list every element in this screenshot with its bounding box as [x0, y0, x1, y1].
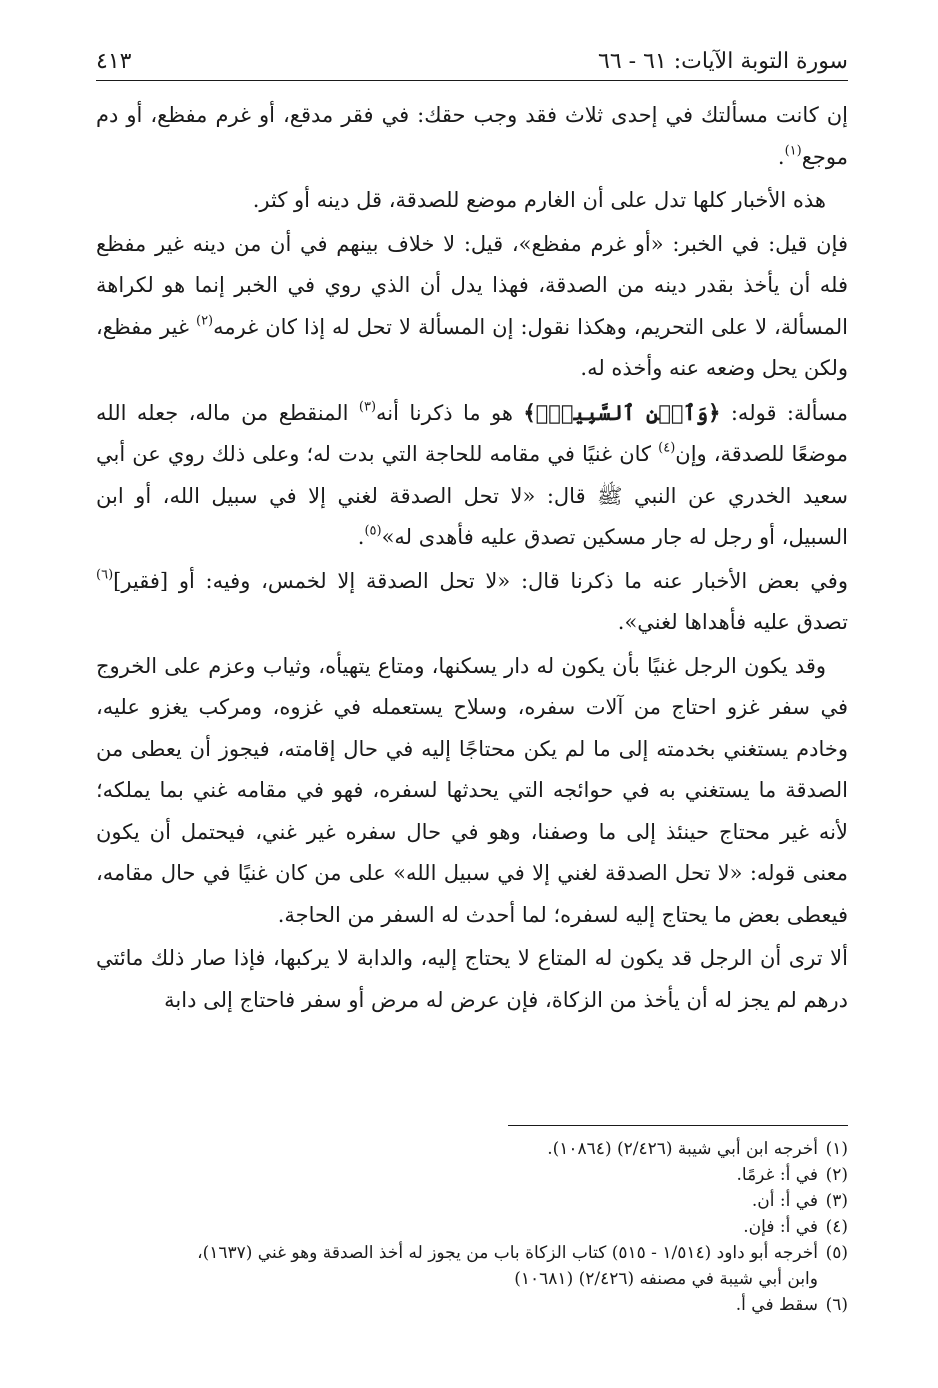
book-page	[96, 49, 849, 1315]
footnote-ref-2: (٢)	[195, 312, 214, 328]
footnote-text: في أ: أن.	[751, 1191, 818, 1211]
footnote-ref-1: (١)	[784, 142, 802, 158]
footnote-5-continuation: وابن أبي شيبة في مصنفه (٢/٤٢٦) (١٠٦٨١)	[514, 1269, 818, 1289]
text-run: مسألة: قوله:	[720, 400, 849, 425]
footnotes-section	[96, 1125, 848, 1318]
footnote-ref-3: (٣)	[358, 398, 377, 414]
footnote-text: أخرجه أبو داود (١/٥١٤ - ٥١٥) كتاب الزكاة باب من يجوز له أخذ الصدقة وهو غني (١٦٣٧)،	[197, 1243, 818, 1263]
paragraph-2: هذه الأخبار كلها تدل على أن الغارم موضع للصدقة، قل دينه أو كثر.	[252, 188, 826, 213]
footnote-text: أخرجه ابن أبي شيبة (٢/٤٢٦) (١٠٨٦٤).	[547, 1139, 818, 1159]
footnote-text: سقط في أ.	[735, 1295, 818, 1315]
footnote-divider	[508, 1125, 848, 1126]
footnote-text: في أ: فإن.	[743, 1217, 818, 1237]
text-run: .	[357, 525, 365, 550]
footnote-number: (١)	[825, 1139, 848, 1159]
footnote-number: (٥)	[825, 1243, 848, 1263]
paragraph-1	[96, 95, 848, 178]
footnote-number: (٣)	[825, 1191, 848, 1211]
footnote-5	[96, 1240, 848, 1266]
text-run: غير مفظع، ولكن يحل وضعه عنه وأخذه له.	[96, 314, 848, 381]
text-run: إن كانت مسألتك في إحدى ثلاث فقد وجب حقك: في فقر مدقع، أو غرم مفظع، أو دم موجع	[96, 103, 848, 169]
quran-verse: ﴿وَٱبۡنِ ٱلسَّبِيلِۖ﴾	[523, 399, 721, 425]
footnote-ref-5: (٥)	[364, 523, 382, 539]
text-run: وفي بعض الأخبار عنه ما ذكرنا قال: «لا تحل الصدقة إلا لخمس، وفيه: أو [فقير]	[113, 568, 848, 593]
text-run: المنقطع من ماله، جعله الله موضعًا للصدقة، وإن	[96, 400, 848, 467]
footnote-2	[96, 1162, 848, 1188]
main-text	[96, 95, 848, 1021]
text-run: كان غنيًا في مقامه للحاجة التي بدت له؛ وعلى ذلك روي عن أبي سعيد الخدري عن النبي ﷺ قال: «لا تحل الصدقة لغني إلا في سبيل الله، أو ابن السبيل، أو رجل له جار مسكين تصدق عليه فأهدى له»	[96, 442, 848, 550]
footnote-3	[96, 1188, 848, 1214]
footnote-1	[96, 1136, 848, 1162]
footnote-text: في أ: غرمًا.	[736, 1165, 818, 1185]
page-number: ٤١٣	[96, 49, 132, 74]
running-header	[96, 50, 848, 81]
paragraph-5	[96, 561, 848, 644]
paragraph-6: وقد يكون الرجل غنيًا بأن يكون له دار يسكنها، ومتاع يتهيأه، وثياب وعزم على الخروج في سفر غزو احتاج من آلات سفره، وسلاح يستعمله في غزوه، ومركب يغزو عليه، وخادم يستغني بخدمته إلى ما لم يكن محتاجًا إليه في حال إقامته، فيجوز أن يعطى من الصدقة ما يستغني به في حوائجه التي يحدثها لسفره، فهو في مقامه غني بما يملكه؛ لأنه غير محتاج حينئذ إلى ما وصفنا، وهو في حال سفره غير غني، فيحتمل أن يكون معنى قوله: «لا تحل الصدقة لغني إلا في سبيل الله» على من كان غنيًا في حال مقامه، فيعطى بعض ما يحتاج إليه لسفره؛ لما أحدث له السفر من الحاجة.	[96, 653, 848, 927]
text-run: هو ما ذكرنا أنه	[376, 400, 524, 425]
footnote-number: (٦)	[825, 1295, 848, 1315]
running-title: سورة التوبة الآيات: ٦١ - ٦٦	[598, 49, 848, 74]
footnote-number: (٤)	[825, 1217, 848, 1237]
paragraph-7: ألا ترى أن الرجل قد يكون له المتاع لا يحتاج إليه، والدابة لا يركبها، فإذا صار ذلك مائتي درهم لم يجز له أن يأخذ من الزكاة، فإن عرض له مرض أو سفر فاحتاج إلى دابة	[96, 946, 848, 1012]
text-run: .	[777, 144, 785, 169]
text-run: تصدق عليه فأهداها لغني».	[617, 610, 848, 635]
footnote-ref-4: (٤)	[658, 440, 676, 456]
text-run: فإن قيل: في الخبر: «أو غرم مفظع»، قيل: لا خلاف بينهم في أن من دينه غير مفظع فله أن يأخذ بقدر دينه من الصدقة، فهذا يدل أن الذي روي في الخبر إنما هو لكراهة المسألة، لا على التحريم، وهكذا نقول: إن المسألة لا تحل له إذا كان غرمه	[96, 231, 849, 339]
footnote-4	[96, 1214, 848, 1240]
footnote-number: (٢)	[825, 1165, 848, 1185]
paragraph-3	[96, 224, 848, 390]
footnote-6	[96, 1292, 848, 1318]
footnote-ref-6: (٦)	[96, 566, 114, 582]
paragraph-4	[96, 392, 848, 559]
